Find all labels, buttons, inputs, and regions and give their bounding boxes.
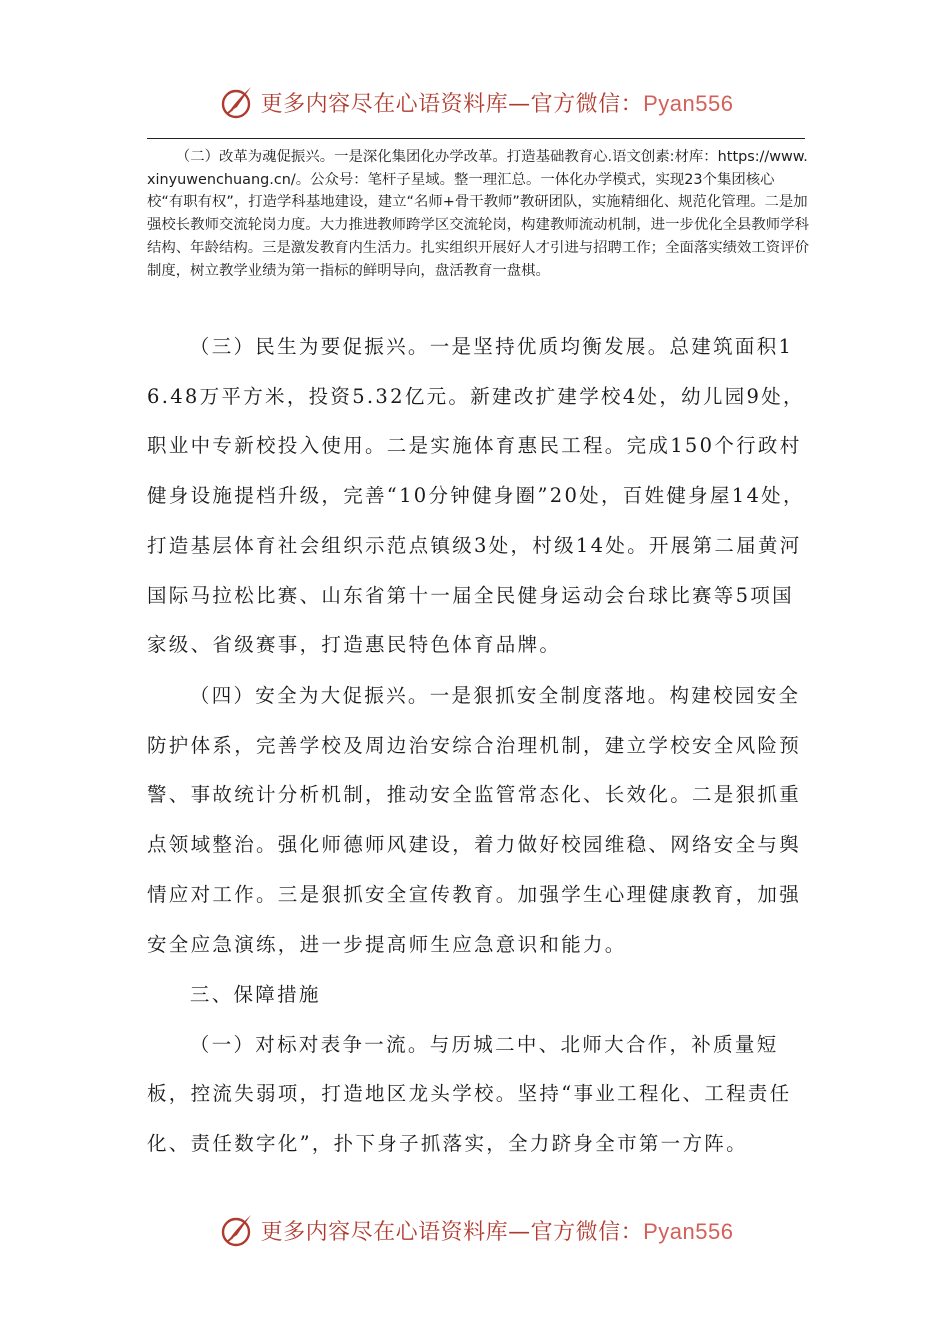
reform-paragraph: （二）改革为魂促振兴。一是深化集团化办学改革。打造基础教育心.语文创素:材库：https://www.xinyuwenchuang.cn/。公众号：笔杆子星域。整一理汇总。一体化办学模式，实现23个集团核心校“有职有权”，打造学科基地建设，建立“名师+骨干教师”教研团队，实施精细化、规范化管理。二是加强校长教师交流轮岗力度。大力推进教师跨学区交流轮岗，构建教师流动机制，进一步优化全县教师学科结构、年龄结构。三是激发教育内生活力。扎实组织开展好人才引进与招聘工作；全面落实绩效工资评价制度，树立教学业绩为第一指标的鲜明导向，盘活教育一盘棋。	[147, 149, 809, 279]
banner-text	[261, 87, 734, 118]
banner-text-cn: 更多内容尽在心语资料库—官方微信：	[260, 91, 644, 117]
quill-logo-icon	[217, 82, 257, 122]
measures-section	[147, 970, 811, 1169]
safety-paragraph: （四）安全为大促振兴。一是狠抓安全制度落地。构建校园安全防护体系，完善学校及周边治安综合治理机制，建立学校安全风险预警、事故统计分析机制，推动安全监管常态化、长效化。二是狠抓重点领域整治。强化师德师风建设，着力做好校园维稳、网络安全与舆情应对工作。三是狠抓安全宣传教育。加强学生心理健康教育，加强安全应急演练，进一步提高师生应急意识和能力。	[147, 684, 802, 956]
measures-heading: 三、保障措施	[189, 983, 321, 1006]
footer-banner	[0, 1210, 950, 1250]
livelihood-section	[147, 322, 811, 670]
header-banner	[0, 82, 950, 122]
quill-logo-icon	[217, 1210, 257, 1250]
banner-text-wechat-id: Pyan556	[643, 90, 734, 116]
banner-text	[261, 1215, 734, 1246]
banner-text-cn: 更多内容尽在心语资料库—官方微信：	[260, 1219, 644, 1245]
banner-text-wechat-id: Pyan556	[643, 1218, 734, 1244]
header-divider	[147, 138, 805, 139]
benchmark-paragraph: （一）对标对表争一流。与历城二中、北师大合作，补质量短板，控流失弱项，打造地区龙头学校。坚持“事业工程化、工程责任化、责任数字化”，扑下身子抓落实，全力跻身全市第一方阵。	[147, 1032, 792, 1156]
livelihood-paragraph: （三）民生为要促振兴。一是坚持优质均衡发展。总建筑面积16.48万平方米，投资5.32亿元。新建改扩建学校4处，幼儿园9处，职业中专新校投入使用。二是实施体育惠民工程。完成150个行政村健身设施提档升级，完善“10分钟健身圈”20处，百姓健身屋14处，打造基层体育社会组织示范点镇级3处，村级14处。开展第二届黄河国际马拉松比赛、山东省第十一届全民健身运动会台球比赛等5项国家级、省级赛事，打造惠民特色体育品牌。	[147, 335, 805, 657]
safety-section	[147, 671, 811, 969]
